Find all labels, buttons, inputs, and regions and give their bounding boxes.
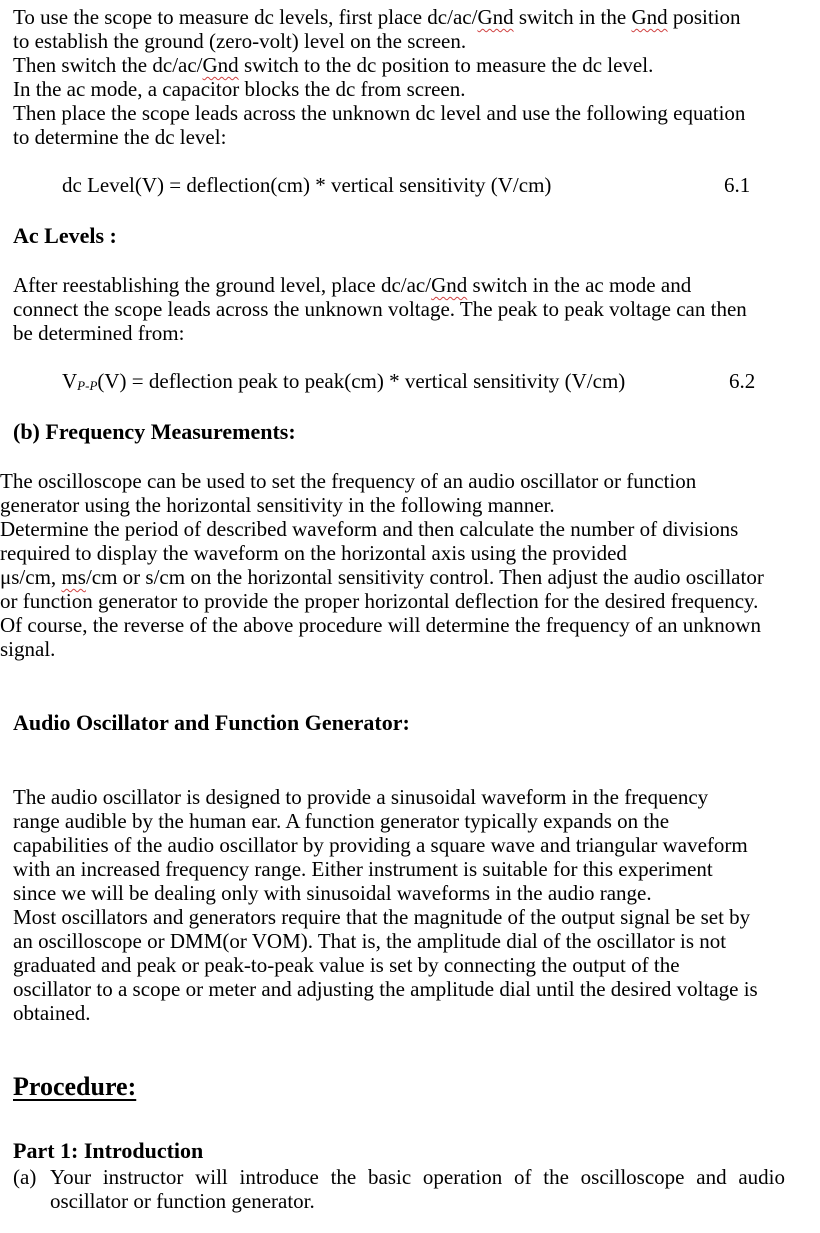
ac-levels-heading: Ac Levels : xyxy=(13,223,117,248)
freq-line-5: μs/cm, ms/cm or s/cm on the horizontal sensitivity control. Then adjust the audio oscillator xyxy=(0,565,764,589)
audio-line-5: since we will be dealing only with sinusoidal waveforms in the audio range. xyxy=(13,881,652,905)
equation-number-6-1: 6.1 xyxy=(724,173,751,197)
intro-line-3: Then switch the dc/ac/Gnd switch to the dc position to measure the dc level. xyxy=(13,53,654,77)
audio-line-2: range audible by the human ear. A function generator typically expands on the xyxy=(13,809,670,833)
equation-6-1: dc Level(V) = deflection(cm) * vertical sensitivity (V/cm) xyxy=(62,173,552,197)
spellcheck-word: Gnd xyxy=(477,5,514,29)
ac-line-2: connect the scope leads across the unknown voltage. The peak to peak voltage can then xyxy=(13,297,747,321)
audio-oscillator-heading: Audio Oscillator and Function Generator: xyxy=(13,710,410,735)
subscript-pp: P-P xyxy=(77,378,98,393)
freq-line-6: or function generator to provide the proper horizontal deflection for the desired frequency. xyxy=(0,589,759,613)
intro-line-4: In the ac mode, a capacitor blocks the dc from screen. xyxy=(13,77,466,101)
procedure-item-a xyxy=(13,1165,785,1213)
spellcheck-word: Gnd xyxy=(431,273,468,297)
intro-line-2: to establish the ground (zero-volt) level on the screen. xyxy=(13,29,467,53)
intro-line-5: Then place the scope leads across the unknown dc level and use the following equation xyxy=(13,101,746,125)
spellcheck-word: Gnd xyxy=(202,53,239,77)
intro-paragraph xyxy=(13,5,745,149)
audio-line-4: with an increased frequency range. Either instrument is suitable for this experiment xyxy=(13,857,713,881)
freq-line-1: The oscilloscope can be used to set the frequency of an audio oscillator or function xyxy=(0,469,697,493)
audio-line-9: oscillator to a scope or meter and adjusting the amplitude dial until the desired voltage is xyxy=(13,977,758,1001)
list-item-text: Your instructor will introduce the basic operation of the oscilloscope and audio oscillator or function generator. xyxy=(50,1165,785,1213)
audio-line-3: capabilities of the audio oscillator by providing a square wave and triangular waveform xyxy=(13,833,748,857)
procedure-heading: Procedure: xyxy=(13,1072,137,1101)
audio-line-8: graduated and peak or peak-to-peak value is set by connecting the output of the xyxy=(13,953,680,977)
audio-line-6: Most oscillators and generators require that the magnitude of the output signal be set by xyxy=(13,905,751,929)
frequency-paragraph xyxy=(0,469,764,661)
ac-levels-paragraph xyxy=(13,273,747,345)
freq-line-4: required to display the waveform on the horizontal axis using the provided xyxy=(0,541,627,565)
ac-line-1: After reestablishing the ground level, place dc/ac/Gnd switch in the ac mode and xyxy=(13,273,692,297)
audio-line-10: obtained. xyxy=(13,1001,91,1025)
audio-line-1: The audio oscillator is designed to provide a sinusoidal waveform in the frequency xyxy=(13,785,709,809)
intro-line-1: To use the scope to measure dc levels, first place dc/ac/Gnd switch in the Gnd position xyxy=(13,5,741,29)
freq-line-8: signal. xyxy=(0,637,56,661)
list-marker: (a) xyxy=(13,1165,37,1189)
part1-heading: Part 1: Introduction xyxy=(13,1138,204,1163)
equation-6-2: VP-P(V) = deflection peak to peak(cm) * vertical sensitivity (V/cm) xyxy=(62,369,626,393)
equation-number-6-2: 6.2 xyxy=(729,369,756,393)
freq-line-2: generator using the horizontal sensitivity in the following manner. xyxy=(0,493,555,517)
intro-line-6: to determine the dc level: xyxy=(13,125,227,149)
audio-oscillator-paragraph xyxy=(13,785,758,1025)
freq-line-7: Of course, the reverse of the above procedure will determine the frequency of an unknown xyxy=(0,613,761,637)
freq-line-3: Determine the period of described waveform and then calculate the number of divisions xyxy=(0,517,739,541)
ac-line-3: be determined from: xyxy=(13,321,185,345)
spellcheck-word: Gnd xyxy=(631,5,668,29)
audio-line-7: an oscilloscope or DMM(or VOM). That is, the amplitude dial of the oscillator is not xyxy=(13,929,727,953)
frequency-heading: (b) Frequency Measurements: xyxy=(13,419,296,444)
spellcheck-word: ms xyxy=(61,565,86,589)
